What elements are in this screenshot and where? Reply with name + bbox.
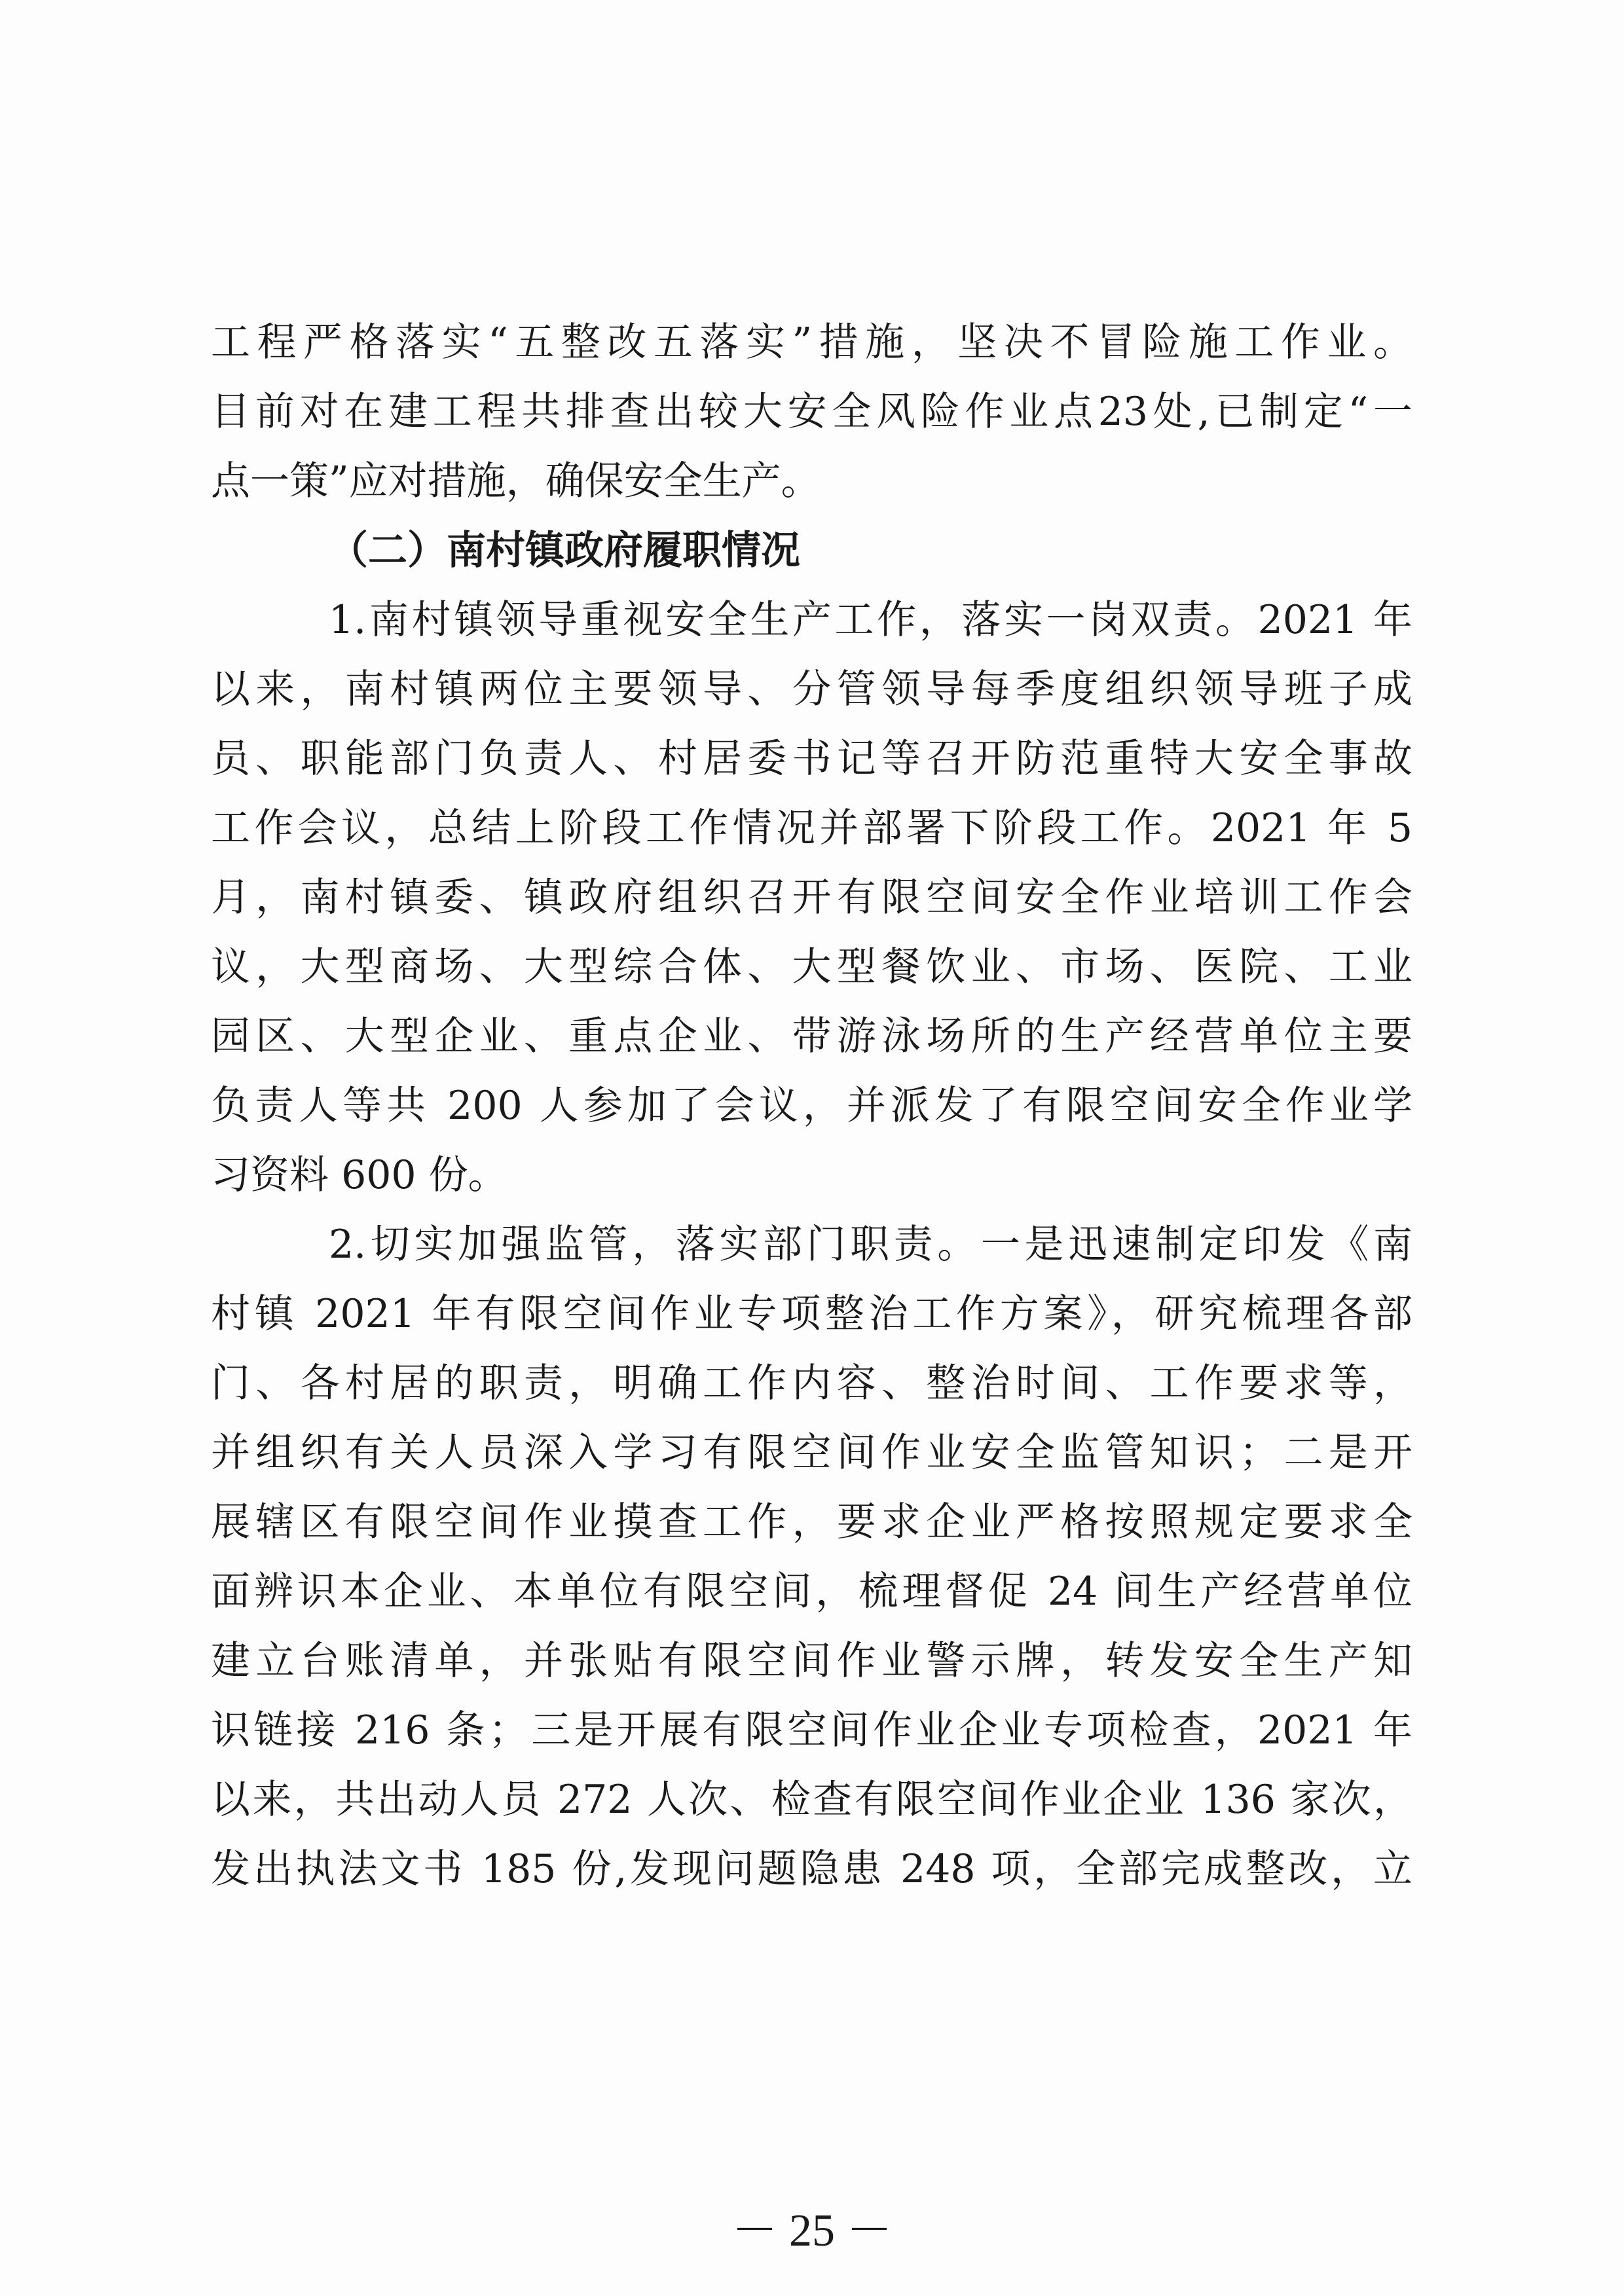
text-line: 工程严格落实“五整改五落实”措施，坚决不冒险施工作业。 xyxy=(211,319,1412,365)
text-line: 展辖区有限空间作业摸查工作，要求企业严格按照规定要求全 xyxy=(211,1499,1412,1545)
page-number: － 25 － xyxy=(731,2206,893,2256)
text-line: 村镇 2021 年有限空间作业专项整治工作方案》，研究梳理各部 xyxy=(211,1291,1412,1337)
text-line: 点一策”应对措施，确保安全生产。 xyxy=(211,458,821,504)
text-line: 建立台账清单，并张贴有限空间作业警示牌，转发安全生产知 xyxy=(211,1638,1412,1684)
text-line: 月，南村镇委、镇政府组织召开有限空间安全作业培训工作会 xyxy=(211,875,1412,920)
text-line: 识链接 216 条；三是开展有限空间作业企业专项检查，2021 年 xyxy=(211,1707,1412,1753)
text-line: 工作会议，总结上阶段工作情况并部署下阶段工作。2021 年 5 xyxy=(211,805,1412,851)
text-line: 以来，南村镇两位主要领导、分管领导每季度组织领导班子成 xyxy=(211,666,1412,712)
text-line: 员、职能部门负责人、村居委书记等召开防范重特大安全事故 xyxy=(211,736,1412,782)
text-line: 面辨识本企业、本单位有限空间，梳理督促 24 间生产经营单位 xyxy=(211,1569,1412,1614)
text-line: 门、各村居的职责，明确工作内容、整治时间、工作要求等， xyxy=(211,1360,1412,1406)
text-line: 并组织有关人员深入学习有限空间作业安全监管知识；二是开 xyxy=(211,1430,1412,1476)
text-line: 负责人等共 200 人参加了会议，并派发了有限空间安全作业学 xyxy=(211,1083,1412,1129)
section-heading: （二）南村镇政府履职情况 xyxy=(329,528,800,574)
text-line: 2.切实加强监管，落实部门职责。一是迅速制定印发《南 xyxy=(329,1222,1412,1267)
body-text xyxy=(211,308,1412,1904)
text-line: 以来，共出动人员 272 人次、检查有限空间作业企业 136 家次， xyxy=(211,1777,1412,1823)
text-line: 园区、大型企业、重点企业、带游泳场所的生产经营单位主要 xyxy=(211,1013,1412,1059)
text-line: 目前对在建工程共排查出较大安全风险作业点23处,已制定“一 xyxy=(211,389,1412,435)
text-line: 习资料 600 份。 xyxy=(211,1152,507,1198)
text-line: 议，大型商场、大型综合体、大型餐饮业、市场、医院、工业 xyxy=(211,944,1412,990)
text-line: 1.南村镇领导重视安全生产工作，落实一岗双责。2021 年 xyxy=(329,597,1412,643)
text-line: 发出执法文书 185 份,发现问题隐患 248 项，全部完成整改，立 xyxy=(211,1846,1412,1892)
